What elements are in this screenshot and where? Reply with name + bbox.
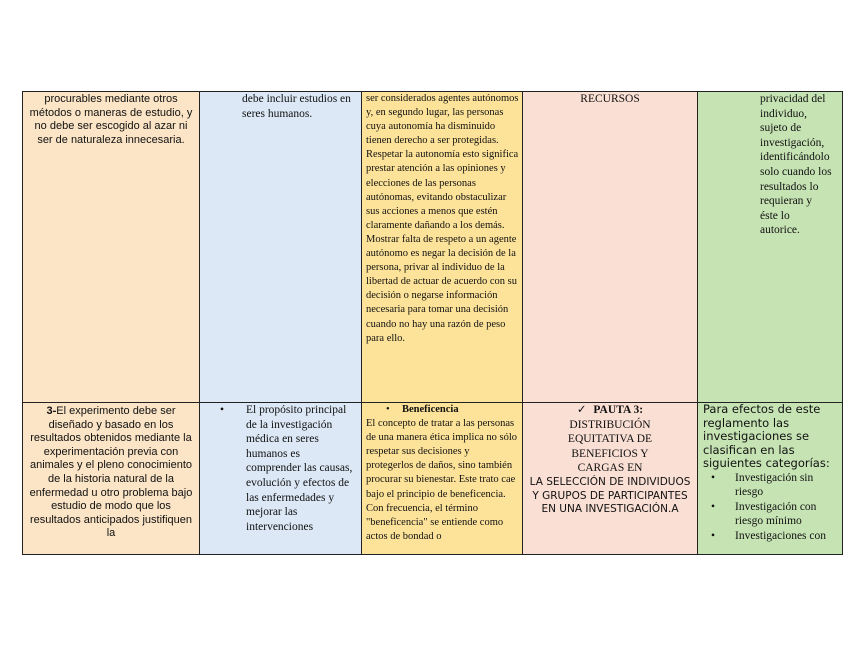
table-cell	[523, 92, 698, 403]
cell-text: DISTRIBUCIÓN EQUITATIVA DE BENEFICIOS Y CARGAS EN	[567, 418, 653, 475]
cell-content	[698, 403, 842, 543]
table-cell	[200, 403, 362, 555]
bullet-icon: •	[711, 529, 716, 542]
check-icon: ✓	[576, 404, 587, 416]
heading-text: PAUTA 3:	[593, 404, 644, 416]
ethics-table	[22, 91, 843, 555]
category-list	[703, 471, 838, 544]
list-item-text: Investigación sin riesgo	[735, 471, 814, 499]
bullet-icon: •	[711, 471, 716, 484]
list-item	[703, 529, 838, 544]
heading-text: Beneficencia	[402, 404, 459, 415]
list-item-text: Investigaciones con	[735, 529, 827, 542]
table-row	[23, 403, 843, 555]
list-item-text: Investigación con riesgo mínimo	[735, 500, 817, 528]
bullet-icon: •	[220, 404, 225, 416]
table-cell	[23, 92, 200, 403]
table-row	[23, 92, 843, 403]
cell-content	[523, 403, 697, 517]
cell-text: debe incluir estudios en seres humanos.	[242, 93, 351, 120]
table-cell	[23, 403, 200, 555]
cell-text: LA SELECCIÓN DE INDIVIDUOS Y GRUPOS DE PARTICIPANTES EN UNA INVESTIGACIÓN.A	[529, 475, 691, 516]
bullet-icon: •	[711, 500, 716, 513]
cell-content	[362, 403, 522, 544]
pauta-heading	[527, 403, 693, 418]
cell-heading: RECURSOS	[580, 93, 640, 105]
bullet-item	[200, 403, 361, 534]
table-cell	[200, 92, 362, 403]
item-number: 3-	[46, 405, 57, 417]
table-cell	[362, 92, 523, 403]
list-item	[703, 471, 838, 500]
cell-text: privacidad del individuo, sujeto de investigación, identificándolo solo cuando los resultados lo requieran y éste lo autorice.	[760, 93, 832, 237]
bullet-icon: •	[386, 404, 390, 415]
cell-text: ser considerados agentes autónomos y, en segundo lugar, las personas cuya autonomía ha disminuido tienen derecho a ser protegidas. Respetar la autonomía esto significa prestar atención a las opiniones y elecciones de las personas autónomas, evitando obstaculizar sus acciones a menos que estén claramente dañando a los demás. Mostrar falta de respeto a un agente autónomo es negar la decisión de la persona, privar al individuo de la libertad de actuar de acuerdo con su decisión o negarse información necesaria para tomar una decisión cuando no hay una razón de peso para ello.	[366, 93, 519, 344]
section-heading	[366, 403, 519, 417]
list-item	[703, 500, 838, 529]
table-cell	[362, 403, 523, 555]
item-text: El experimento debe ser diseñado y basado en los resultados obtenidos mediante la experimentación previa con animales y el pleno conocimiento de la historia natural de la enfermedad u otro problema bajo estudio de modo que los resultados anticipados justifiquen la	[29, 405, 193, 540]
table-cell	[698, 92, 843, 403]
cell-text: El propósito principal de la investigación médica en seres humanos es comprender las causas, evolución y efectos de las enfermedades y mejorar las intervenciones	[246, 404, 353, 533]
cell-text	[23, 403, 199, 541]
cell-text: Para efectos de este reglamento las investigaciones se clasifican en las siguientes categorías:	[703, 402, 830, 470]
cell-text: procurables mediante otros métodos o maneras de estudio, y no debe ser escogido al azar ni ser de naturaleza innecesaria.	[29, 93, 193, 146]
cell-text: El concepto de tratar a las personas de una manera ética implica no sólo respetar sus decisiones y protegerlos de daños, sino también procurar su bienestar. Este trato cae bajo el principio de beneficencia. Con frecuencia, el término "beneficencia" se entiende como actos de bondad o	[366, 418, 518, 542]
table-cell	[698, 403, 843, 555]
table-cell	[523, 403, 698, 555]
